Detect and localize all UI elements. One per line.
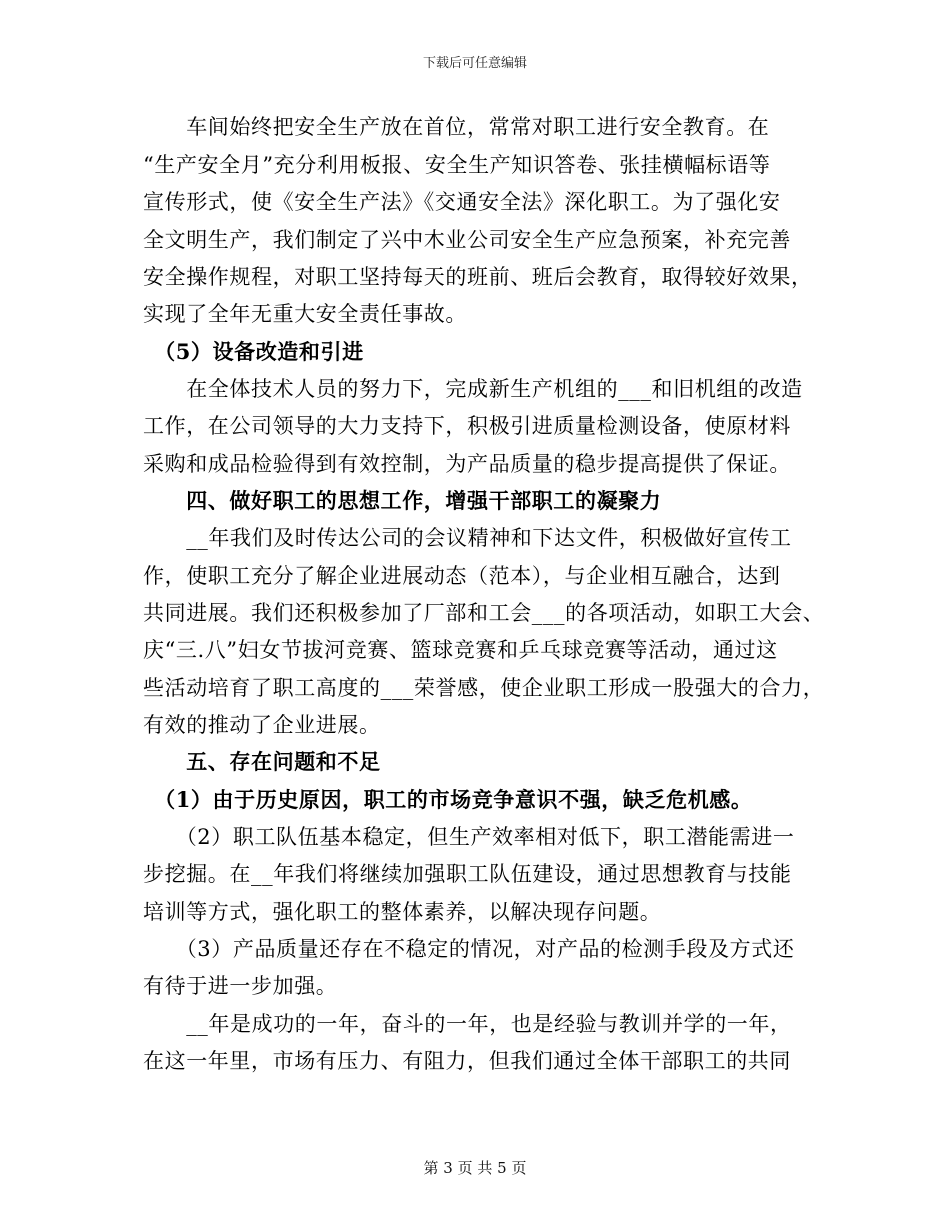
text-line: __年是成功的一年，奋斗的一年，也是经验与教训并学的一年， [143, 1012, 792, 1036]
text-line: 宣传形式，使《安全生产法》《交通安全法》深化职工。为了强化安 [143, 190, 781, 214]
text-line: 些活动培育了职工高度的___荣誉感，使企业职工形成一股强大的合力， [143, 676, 825, 700]
text-line: 庆“三.八”妇女节拔河竞赛、篮球竞赛和乒乓球竞赛等活动，通过这 [143, 638, 778, 662]
section-heading: （1）由于历史原因，职工的市场竞争意识不强，缺乏危机感。 [143, 787, 753, 812]
text-line: 培训等方式，强化职工的整体素养，以解决现存问题。 [143, 900, 662, 924]
text-line: （2）职工队伍基本稳定，但生产效率相对低下，职工潜能需进一 [143, 825, 795, 849]
text-line: 在这一年里，市场有压力、有阻力，但我们通过全体干部职工的共同 [143, 1049, 791, 1073]
section-heading: 四、做好职工的思想工作，增强干部职工的凝聚力 [143, 488, 662, 513]
section-heading: 五、存在问题和不足 [143, 749, 381, 774]
text-line: 共同进展。我们还积极参加了厂部和工会___的各项活动，如职工大会、 [143, 601, 825, 625]
page-footer: 第 3 页 共 5 页 [423, 1159, 527, 1177]
text-line: 步挖掘。在__年我们将继续加强职工队伍建设，通过思想教育与技能 [143, 862, 792, 886]
text-line: 安全操作规程，对职工坚持每天的班前、班后会教育，取得较好效果， [143, 265, 813, 289]
text-line: __年我们及时传达公司的会议精神和下达文件，积极做好宣传工 [143, 526, 792, 550]
text-line: “生产安全月”充分利用板报、安全生产知识答卷、张挂横幅标语等 [143, 153, 771, 177]
text-line: 在全体技术人员的努力下，完成新生产机组的___和旧机组的改造 [143, 377, 803, 401]
text-line: 全文明生产，我们制定了兴中木业公司安全生产应急预案，补充完善 [143, 228, 791, 252]
text-line: 实现了全年无重大安全责任事故。 [143, 302, 467, 326]
text-line: 有效的推动了企业进展。 [143, 713, 381, 737]
text-line: 工作，在公司领导的大力支持下，积极引进质量检测设备，使原材料 [143, 414, 791, 438]
text-line: 采购和成品检验得到有效控制，为产品质量的稳步提高提供了保证。 [143, 452, 791, 476]
text-line: 车间始终把安全生产放在首位，常常对职工进行安全教育。在 [143, 115, 770, 139]
page-header: 下载后可任意编辑 [422, 56, 527, 71]
text-line: 作，使职工充分了解企业进展动态（范本），与企业相互融合，达到 [143, 564, 781, 588]
text-line: 有待于进一步加强。 [143, 974, 338, 998]
section-heading: （5）设备改造和引进 [143, 339, 364, 364]
text-line: （3）产品质量还存在不稳定的情况，对产品的检测手段及方式还 [143, 937, 795, 961]
